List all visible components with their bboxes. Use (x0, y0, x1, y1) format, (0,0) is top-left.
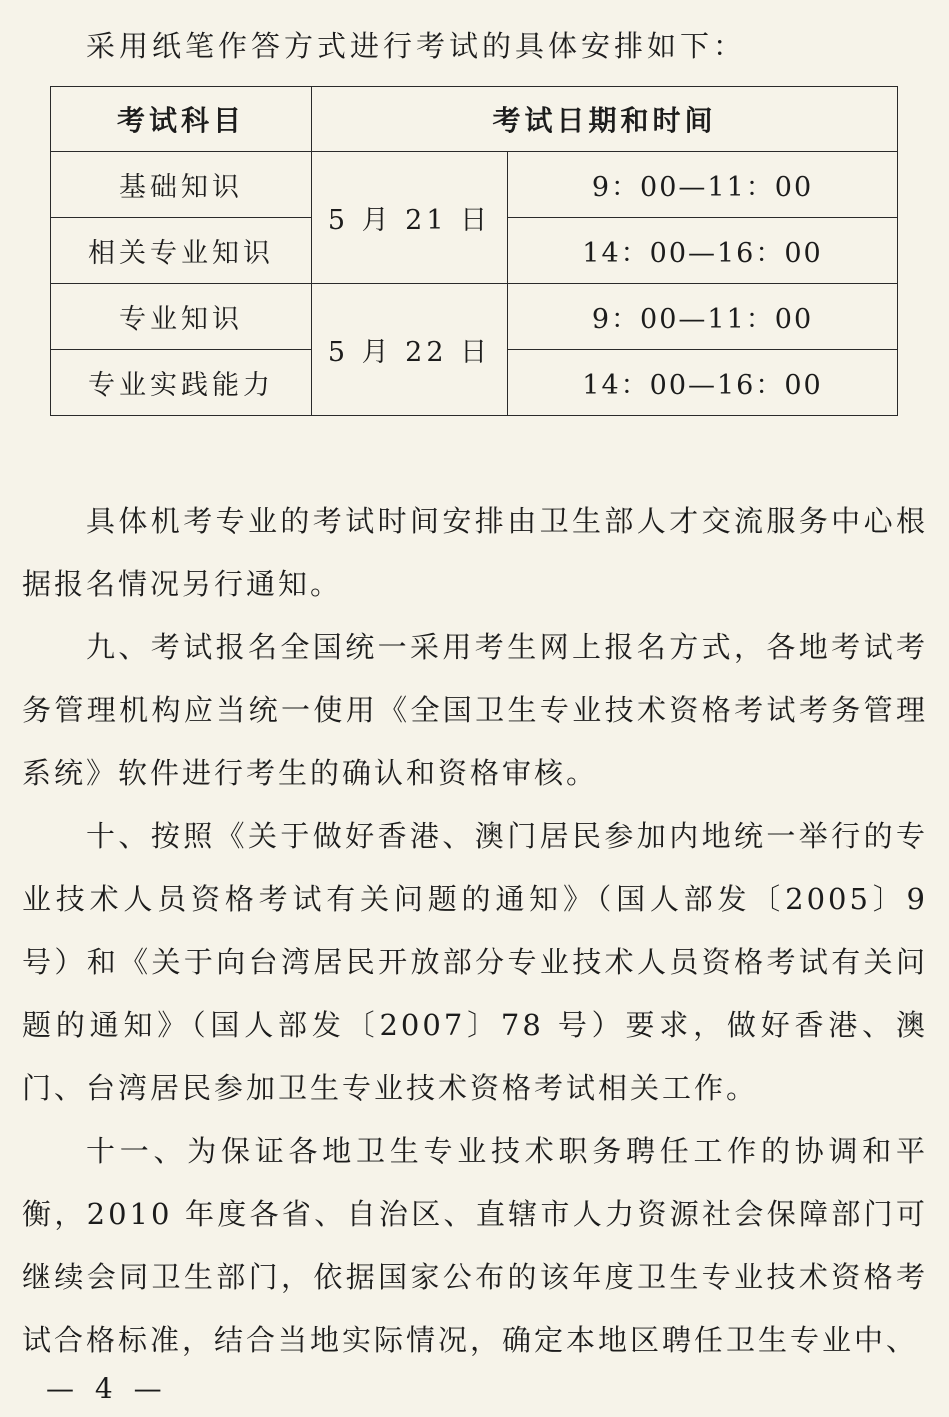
header-subject: 考试科目 (51, 87, 312, 152)
subject-cell: 专业实践能力 (51, 350, 312, 416)
subject-cell: 基础知识 (51, 152, 312, 218)
paragraph-item-10: 十、按照《关于做好香港、澳门居民参加内地统一举行的专业技术人员资格考试有关问题的通知》（国人部发〔2005〕9 号）和《关于向台湾居民开放部分专业技术人员资格考试有关问题的通知》（国人部发〔2007〕78 号）要求，做好香港、澳门、台湾居民参加卫生专业技术资格考试相关工作。 (22, 819, 928, 1105)
page-number: — 4 — (46, 1372, 168, 1405)
body-text (22, 490, 928, 1372)
header-date-time: 考试日期和时间 (312, 87, 898, 152)
paragraph-item-11: 十一、为保证各地卫生专业技术职务聘任工作的协调和平衡，2010 年度各省、自治区、直辖市人力资源社会保障部门可继续会同卫生部门，依据国家公布的该年度卫生专业技术资格考试合格标准，结合当地实际情况，确定本地区聘任卫生专业中、 (22, 1134, 928, 1357)
time-cell: 14：00—16：00 (508, 218, 898, 284)
date-cell: 5 月 22 日 (312, 284, 508, 416)
date-cell: 5 月 21 日 (312, 152, 508, 284)
exam-schedule-table (50, 86, 898, 416)
subject-cell: 相关专业知识 (51, 218, 312, 284)
paragraph-item-9: 九、考试报名全国统一采用考生网上报名方式，各地考试考务管理机构应当统一使用《全国卫生专业技术资格考试考务管理系统》软件进行考生的确认和资格审核。 (22, 630, 928, 790)
table-row (51, 284, 898, 350)
table-header-row (51, 87, 898, 152)
table-row (51, 152, 898, 218)
time-cell: 9：00—11：00 (508, 284, 898, 350)
time-cell: 14：00—16：00 (508, 350, 898, 416)
subject-cell: 专业知识 (51, 284, 312, 350)
paragraph-machine-exam: 具体机考专业的考试时间安排由卫生部人才交流服务中心根据报名情况另行通知。 (22, 504, 928, 601)
time-cell: 9：00—11：00 (508, 152, 898, 218)
intro-line: 采用纸笔作答方式进行考试的具体安排如下： (86, 29, 747, 63)
